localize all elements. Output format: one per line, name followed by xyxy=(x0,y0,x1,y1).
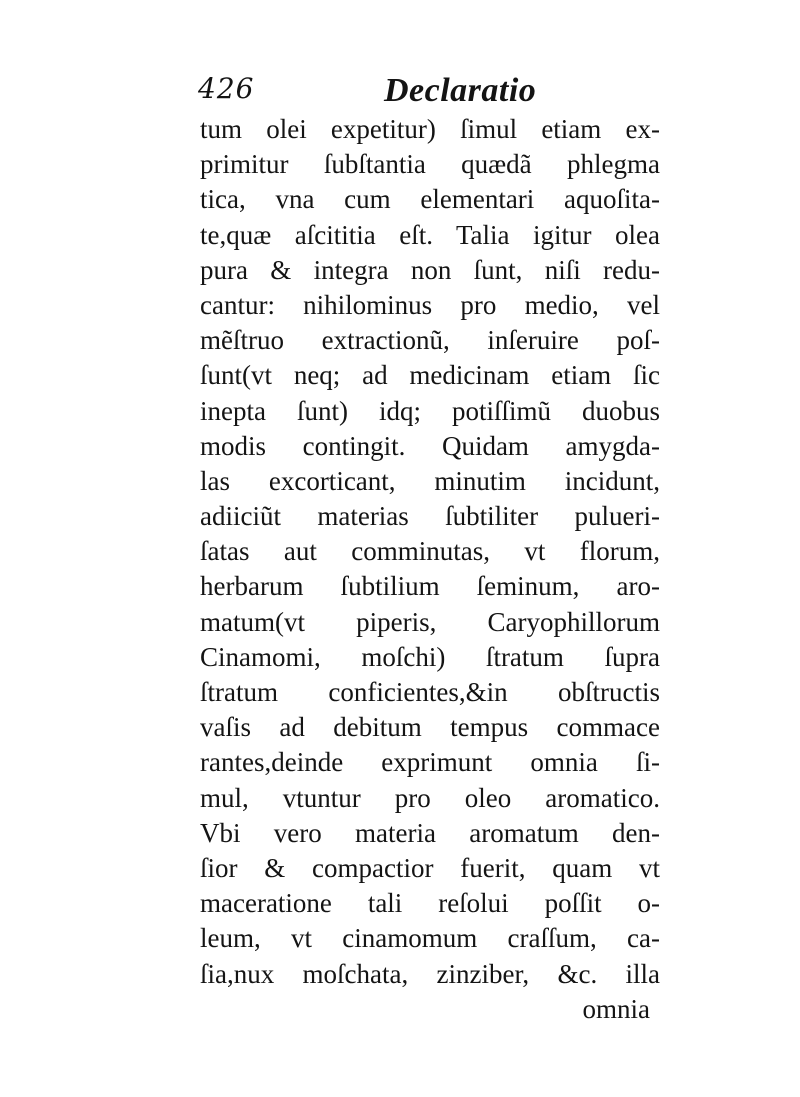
text-line: rantes,deinde exprimunt omnia ſi- xyxy=(200,747,660,778)
text-line: matum(vt piperis, Caryophillorum xyxy=(200,606,660,637)
text-line: Cinamomi, moſchi) ſtratum ſupra xyxy=(200,641,660,672)
text-line: vaſis ad debitum tempus commace xyxy=(200,712,660,743)
text-line: ſia,nux moſchata, zinziber, &c. illa xyxy=(200,958,660,989)
catchword: omnia xyxy=(582,993,650,1024)
text-line: ſatas aut comminutas, vt florum, xyxy=(200,536,660,567)
text-line: mẽſtruo extractionũ, inſeruire poſ- xyxy=(200,325,660,356)
text-line: modis contingit. Quidam amygda- xyxy=(200,430,660,461)
text-line: ſior & compactior fuerit, quam vt xyxy=(200,852,660,883)
text-line: mul, vtuntur pro oleo aromatico. xyxy=(200,782,660,813)
text-line: las excorticant, minutim incidunt, xyxy=(200,465,660,496)
text-line: maceratione tali reſolui poſſit o- xyxy=(200,888,660,919)
text-line: primitur ſubſtantia quædã phlegma xyxy=(200,149,660,180)
text-line: adiiciũt materias ſubtiliter pulueri- xyxy=(200,501,660,532)
text-line: Vbi vero materia aromatum den- xyxy=(200,817,660,848)
text-line: tica, vna cum elementari aquoſita- xyxy=(200,184,660,215)
text-line: herbarum ſubtilium ſeminum, aro- xyxy=(200,571,660,602)
text-line: tum olei expetitur) ſimul etiam ex- xyxy=(200,114,660,144)
text-line: leum, vt cinamomum craſſum, ca- xyxy=(200,923,660,954)
text-line: pura & integra non ſunt, niſi redu- xyxy=(200,254,660,285)
text-line: ſunt(vt neq; ad medicinam etiam ſic xyxy=(200,360,660,391)
text-line: ſtratum conficientes,&in obſtructis xyxy=(200,677,660,707)
page-number: 426 xyxy=(198,72,255,105)
running-head: Declaratio xyxy=(384,72,537,109)
body-text xyxy=(200,112,660,1027)
text-line: inepta ſunt) idq; potiſſimũ duobus xyxy=(200,395,660,426)
text-line: cantur: nihilominus pro medio, vel xyxy=(200,289,660,320)
text-line: te,quæ aſcititia eſt. Talia igitur olea xyxy=(200,219,660,250)
